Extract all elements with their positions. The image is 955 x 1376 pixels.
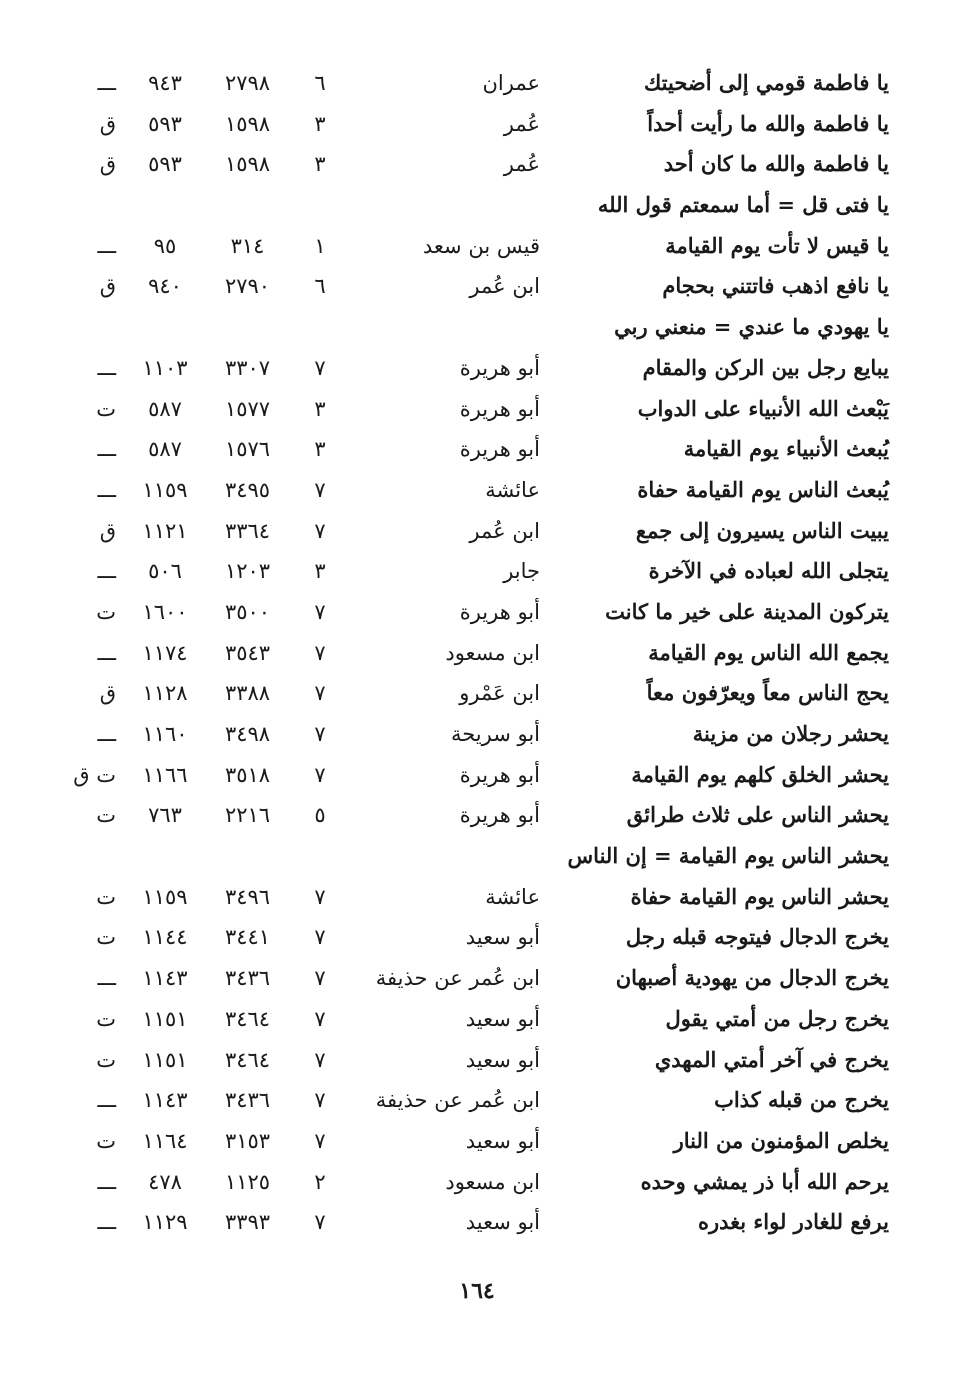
table-row (0, 1162, 955, 1203)
narrator-name: ابن عَمْرو (459, 681, 540, 706)
table-row (0, 511, 955, 552)
narrator-name: أبو هريرة (459, 762, 540, 787)
source-marker (58, 185, 120, 226)
volume-number: ٧ (314, 599, 326, 624)
page-reference: ٥٨٧ (148, 396, 182, 421)
narrator-name: ابن مسعود (445, 640, 540, 665)
hadith-number: ٢٧٩٨ (224, 71, 271, 95)
hadith-text: يحشر الناس على ثلاث طرائق (626, 802, 889, 828)
source-marker: ـــ (97, 1210, 116, 1235)
table-row (0, 755, 955, 796)
table-row (0, 917, 955, 958)
source-marker: ت (96, 803, 116, 828)
narrator-name: أبو هريرة (459, 355, 540, 380)
hadith-text: يرفع للغادر لواء بغدره (697, 1209, 889, 1235)
volume-number: ٣ (314, 437, 326, 462)
volume-number: ٧ (314, 966, 326, 991)
table-row (0, 185, 955, 226)
hadith-text: يُبعث الناس يوم القيامة حفاة (637, 476, 889, 502)
page-reference: ٩٥ (153, 233, 177, 258)
page-reference: ١١٥١ (142, 1047, 188, 1072)
volume-number: ٥ (314, 803, 326, 828)
hadith-number: ٣٥٤٣ (224, 640, 271, 665)
volume-number: ٦ (314, 274, 326, 299)
volume-number (300, 185, 340, 226)
hadith-text: يتجلى الله لعباده في الآخرة (648, 558, 889, 584)
hadith-number: ٣٣٠٧ (224, 355, 271, 380)
narrator-name: ابن عُمر (469, 518, 540, 543)
source-marker: ق (99, 274, 116, 299)
volume-number: ٧ (314, 722, 326, 746)
source-marker: ت (96, 396, 116, 421)
volume-number: ٣ (314, 111, 326, 136)
page-reference: ١١٢٩ (142, 1210, 188, 1235)
hadith-number: ٣٣٦٤ (224, 518, 271, 543)
source-marker: ـــ (97, 71, 116, 95)
hadith-number: ١٥٩٨ (224, 111, 271, 136)
volume-number: ٧ (314, 355, 326, 380)
hadith-text: يبايع رجل بين الركن والمقام (642, 354, 889, 380)
volume-number: ٦ (314, 71, 326, 95)
hadith-text: يخرج الدجال فيتوجه قبله رجل (625, 924, 889, 950)
narrator-name: عائشة (485, 884, 540, 909)
source-marker: ت (96, 884, 116, 909)
table-row (0, 1121, 955, 1162)
hadith-number (205, 836, 290, 877)
hadith-text: يا فاطمة والله ما رأيت أحداً (647, 110, 889, 136)
table-row (0, 389, 955, 430)
narrator-name: أبو سعيد (465, 1210, 540, 1235)
table-row (0, 226, 955, 267)
table-row (0, 1080, 955, 1121)
hadith-number: ٢٢١٦ (224, 803, 271, 828)
hadith-number (205, 185, 290, 226)
volume-number: ٧ (314, 1210, 326, 1235)
volume-number: ٧ (314, 884, 326, 909)
volume-number: ٧ (314, 1088, 326, 1113)
narrator-name: أبو سعيد (465, 1006, 540, 1031)
hadith-number (205, 307, 290, 348)
hadith-number: ٣٤٦٤ (224, 1006, 271, 1031)
hadith-number: ٣٥٠٠ (224, 599, 271, 624)
page-reference (125, 836, 205, 877)
hadith-number: ١٢٠٣ (224, 559, 271, 584)
hadith-text: يخلص المؤمنون من النار (673, 1127, 889, 1153)
narrator-name: أبو سعيد (465, 925, 540, 950)
hadith-text: يحشر الناس يوم القيامة حفاة (630, 883, 889, 909)
source-marker: ق (99, 111, 116, 136)
table-row (0, 795, 955, 836)
table-row (0, 144, 955, 185)
page-reference: ٥٩٣ (148, 111, 182, 136)
hadith-number: ١١٢٥ (224, 1169, 271, 1194)
narrator-name (340, 185, 540, 226)
table-row (0, 266, 955, 307)
source-marker: ت (96, 1128, 116, 1153)
source-marker: ت (96, 925, 116, 950)
page-reference: ٩٤٣ (148, 71, 182, 95)
hadith-text: يا قيس لا تأت يوم القيامة (665, 232, 889, 258)
hadith-text: يجمع الله الناس يوم القيامة (648, 639, 889, 665)
hadith-number: ٣١٥٣ (224, 1128, 271, 1153)
hadith-number: ٣٣٩٣ (224, 1210, 271, 1235)
hadith-text: يحشر الناس يوم القيامة = إن الناس (567, 843, 889, 869)
hadith-number: ٣٤٣٦ (224, 1088, 271, 1113)
page-reference: ١٦٠٠ (142, 599, 188, 624)
hadith-text: يحشر رجلان من مزينة (692, 721, 889, 746)
volume-number (300, 836, 340, 877)
hadith-text: يا فتى قل = أما سمعتم قول الله (597, 192, 889, 218)
hadith-text: يحج الناس معاً ويعرّفون معاً (646, 680, 889, 706)
hadith-number: ١٥٩٨ (224, 152, 271, 177)
hadith-number: ٣٤٩٨ (224, 722, 271, 746)
table-row (0, 348, 955, 389)
narrator-name: أبو سعيد (465, 1047, 540, 1072)
page-reference: ١١٤٣ (142, 1088, 188, 1113)
source-marker: ق (99, 518, 116, 543)
hadith-text: يا يهودي ما عندي = منعني ربي (614, 314, 889, 340)
narrator-name (340, 836, 540, 877)
source-marker: ـــ (97, 1088, 116, 1113)
hadith-number: ٣٤٩٥ (224, 477, 271, 502)
hadith-text: يا فاطمة قومي إلى أضحيتك (643, 70, 889, 95)
volume-number: ٧ (314, 1128, 326, 1153)
narrator-name: عمران (482, 71, 540, 95)
hadith-number: ٣٤٩٦ (224, 884, 271, 909)
source-marker: ـــ (97, 233, 116, 258)
volume-number: ٧ (314, 1047, 326, 1072)
narrator-name: أبو سريحة (450, 722, 540, 746)
narrator-name: أبو هريرة (459, 803, 540, 828)
hadith-number: ٣١٤ (230, 233, 265, 258)
table-row (0, 470, 955, 511)
source-marker: ت (96, 1047, 116, 1072)
narrator-name: أبو هريرة (459, 599, 540, 624)
hadith-text: يا نافع اذهب فاتتني بحجام (662, 273, 889, 299)
narrator-name: ابن عُمر عن حذيفة (375, 1088, 540, 1113)
table-row (0, 429, 955, 470)
page-reference: ٥٠٦ (148, 559, 182, 584)
source-marker: ـــ (97, 966, 116, 991)
narrator-name: ابن مسعود (445, 1169, 540, 1194)
table-row (0, 551, 955, 592)
page-reference: ٧٦٣ (148, 803, 182, 828)
hadith-text: يخرج الدجال من يهودية أصبهان (615, 965, 889, 991)
volume-number: ٧ (314, 762, 326, 787)
hadith-number: ١٥٧٦ (224, 437, 271, 462)
hadith-text: يُبعث الأنبياء يوم القيامة (683, 436, 889, 462)
page-reference: ٥٩٣ (148, 152, 182, 177)
narrator-name: ابن عُمر عن حذيفة (375, 966, 540, 991)
source-marker: ـــ (97, 477, 116, 502)
page-reference: ١١٦٦ (142, 762, 188, 787)
volume-number: ٧ (314, 1006, 326, 1031)
volume-number: ٧ (314, 518, 326, 543)
table-row (0, 958, 955, 999)
volume-number: ٣ (314, 152, 326, 177)
hadith-text: يرحم الله أبا ذر يمشي وحده (640, 1168, 889, 1194)
source-marker: ق (99, 152, 116, 177)
hadith-text: يا فاطمة والله ما كان أحد (663, 151, 889, 177)
narrator-name: عُمر (503, 111, 540, 136)
hadith-text: يخرج رجل من أمتي يقول (665, 1005, 889, 1031)
page-reference: ١١٤٤ (142, 925, 188, 950)
source-marker: ت (96, 599, 116, 624)
page-reference: ١١٧٤ (142, 640, 188, 665)
volume-number: ١ (314, 233, 326, 258)
table-row (0, 592, 955, 633)
source-marker: ـــ (97, 640, 116, 665)
page-reference: ١١٤٣ (142, 966, 188, 991)
hadith-text: يخرج من قبله كذاب (714, 1087, 889, 1113)
hadith-text: يتركون المدينة على خير ما كانت (605, 598, 889, 624)
table-row (0, 714, 955, 755)
volume-number: ٧ (314, 925, 326, 950)
volume-number: ٢ (314, 1169, 326, 1194)
volume-number: ٧ (314, 681, 326, 706)
source-marker (58, 836, 120, 877)
source-marker: ـــ (97, 437, 116, 462)
volume-number: ٧ (314, 477, 326, 502)
hadith-text: يبيت الناس يسيرون إلى جمع (635, 517, 889, 543)
volume-number: ٧ (314, 640, 326, 665)
hadith-number: ٣٣٨٨ (224, 681, 271, 706)
page-reference: ١١٥١ (142, 1006, 188, 1031)
source-marker: ـــ (97, 355, 116, 380)
narrator-name (340, 307, 540, 348)
hadith-number: ٢٧٩٠ (224, 274, 271, 299)
hadith-number: ٣٤٤١ (224, 925, 271, 950)
page-reference: ٥٨٧ (148, 437, 182, 462)
narrator-name: جابر (503, 559, 540, 584)
page-reference: ١١٥٩ (142, 477, 188, 502)
page-reference: ١١٥٩ (142, 884, 188, 909)
volume-number: ٣ (314, 396, 326, 421)
source-marker: ت (96, 1006, 116, 1031)
table-row (0, 999, 955, 1040)
table-row (0, 1040, 955, 1081)
hadith-number: ٣٤٣٦ (224, 966, 271, 991)
source-marker: ـــ (97, 1169, 116, 1194)
source-marker: ـــ (97, 722, 116, 746)
page-reference (125, 307, 205, 348)
volume-number: ٣ (314, 559, 326, 584)
hadith-number: ٣٤٦٤ (224, 1047, 271, 1072)
volume-number (300, 307, 340, 348)
hadith-text: يَبْعث الله الأنبياء على الدواب (637, 395, 889, 421)
page-reference: ١١٢٨ (142, 681, 188, 706)
source-marker: ت ق (73, 762, 116, 787)
page-reference: ١١٢١ (142, 518, 188, 543)
hadith-number: ٣٥١٨ (224, 762, 271, 787)
narrator-name: عائشة (485, 477, 540, 502)
page-reference: ٤٧٨ (148, 1169, 182, 1194)
table-row (0, 1202, 955, 1243)
table-row (0, 877, 955, 918)
narrator-name: قيس بن سعد (422, 233, 540, 258)
page-reference: ١١٠٣ (142, 355, 188, 380)
page-reference: ١١٦٠ (142, 722, 188, 746)
table-row (0, 307, 955, 348)
table-row (0, 63, 955, 104)
source-marker: ق (99, 681, 116, 706)
source-marker (58, 307, 120, 348)
page-reference: ١١٦٤ (142, 1128, 188, 1153)
page-reference (125, 185, 205, 226)
hadith-text: يحشر الخلق كلهم يوم القيامة (631, 761, 889, 787)
hadith-index-table (0, 63, 955, 1243)
narrator-name: أبو سعيد (465, 1128, 540, 1153)
table-row (0, 104, 955, 145)
narrator-name: عُمر (503, 152, 540, 177)
narrator-name: أبو هريرة (459, 396, 540, 421)
page-reference: ٩٤٠ (148, 274, 182, 299)
hadith-text: يخرج في آخر أمتي المهدي (654, 1046, 889, 1072)
table-row (0, 673, 955, 714)
page-number: ١٦٤ (459, 1278, 495, 1304)
table-row (0, 633, 955, 674)
narrator-name: أبو هريرة (459, 437, 540, 462)
hadith-number: ١٥٧٧ (224, 396, 271, 421)
table-row (0, 836, 955, 877)
source-marker: ـــ (97, 559, 116, 584)
narrator-name: ابن عُمر (469, 274, 540, 299)
